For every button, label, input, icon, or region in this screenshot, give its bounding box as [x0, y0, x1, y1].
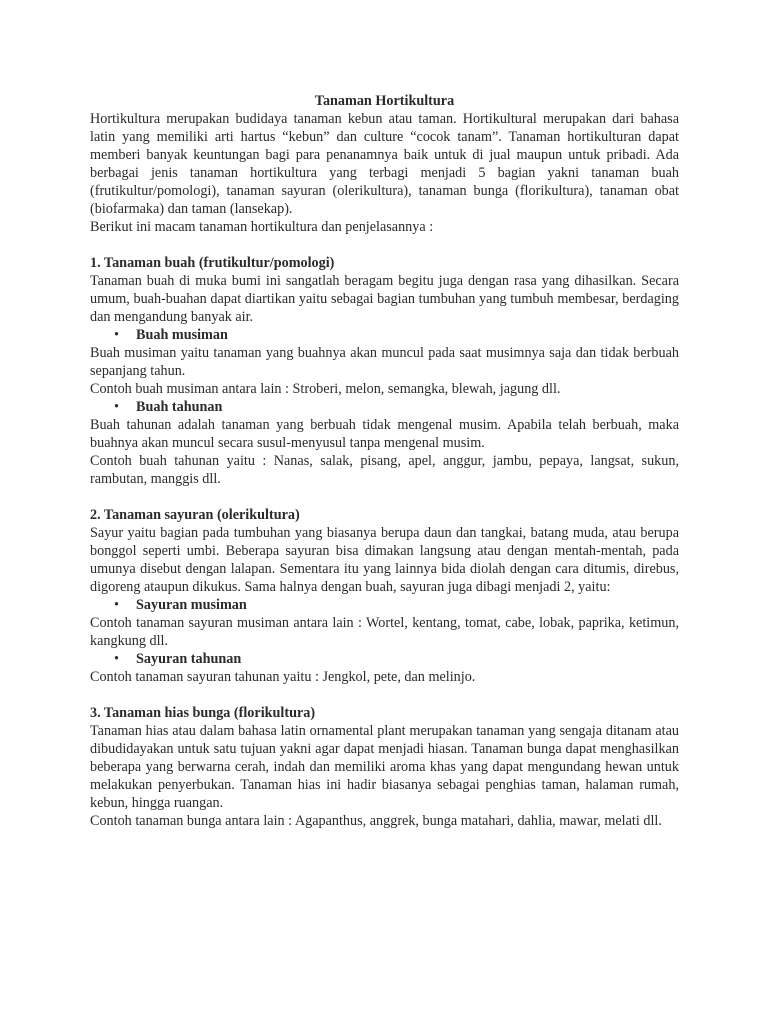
spacer: [90, 488, 679, 506]
subsection-paragraph: Buah tahunan adalah tanaman yang berbuah tidak mengenal musim. Apabila telah berbuah, maka buahnya akan muncul secara susul-menyusul tanpa mengenal musim.: [90, 417, 679, 451]
spacer: [90, 236, 679, 254]
bullet-list: [90, 650, 679, 668]
document-title: Tanaman Hortikultura: [314, 93, 455, 109]
section-tanaman-sayuran: [90, 506, 679, 686]
example-paragraph: Contoh tanaman sayuran tahunan yaitu : Jengkol, pete, dan melinjo.: [90, 669, 476, 685]
bullet-item-sayuran-tahunan: • Sayuran tahunan: [90, 650, 679, 668]
example-paragraph: Contoh tanaman sayuran musiman antara lain : Wortel, kentang, tomat, cabe, lobak, paprika, ketimun, kangkung dll.: [90, 615, 679, 649]
section-tanaman-hias: [90, 704, 679, 830]
document-page: [90, 92, 679, 830]
section-heading: 1. Tanaman buah (frutikultur/pomologi): [90, 255, 335, 271]
example-paragraph: Contoh buah tahunan yaitu : Nanas, salak, pisang, apel, anggur, jambu, pepaya, langsat, sukun, rambutan, manggis dll.: [90, 453, 679, 487]
section-tanaman-buah: [90, 254, 679, 488]
subsection-paragraph: Buah musiman yaitu tanaman yang buahnya akan muncul pada saat musimnya saja dan tidak berbuah sepanjang tahun.: [90, 345, 679, 379]
section-paragraph: Sayur yaitu bagian pada tumbuhan yang biasanya berupa daun dan tangkai, batang muda, atau berupa bonggol seperti umbi. Beberapa sayuran bisa dimakan langsung atau dengan mentah-mentah, pada umunya disebut dengan lalapan. Sementara itu yang lainnya bida diolah dengan cara ditumis, direbus, digoreng ataupun dikukus. Sama halnya dengan buah, sayuran juga dibagi menjadi 2, yaitu:: [90, 525, 679, 595]
example-paragraph: Contoh tanaman bunga antara lain : Agapanthus, anggrek, bunga matahari, dahlia, mawar, melati dll.: [90, 813, 662, 829]
spacer: [90, 686, 679, 704]
section-heading: 2. Tanaman sayuran (olerikultura): [90, 507, 300, 523]
bullet-item-sayuran-musiman: • Sayuran musiman: [90, 596, 679, 614]
intro-lead-in: Berikut ini macam tanaman hortikultura dan penjelasannya :: [90, 219, 434, 235]
bullet-list: [90, 596, 679, 614]
section-heading: 3. Tanaman hias bunga (florikultura): [90, 705, 316, 721]
bullet-item-buah-musiman: • Buah musiman: [90, 326, 679, 344]
section-paragraph: Tanaman hias atau dalam bahasa latin ornamental plant merupakan tanaman yang sengaja ditanam atau dibudidayakan untuk satu tujuan yakni agar dapat menjadi hiasan. Tanaman bunga dapat menghasilkan beberapa yang berwarna cerah, indah dan memiliki aroma khas yang dapat mengundang hewan untuk melakukan penyerbukan. Tanaman hias ini hadir biasanya sebagai penghias taman, halaman rumah, kebun, hingga ruangan.: [90, 723, 679, 811]
example-paragraph: Contoh buah musiman antara lain : Stroberi, melon, semangka, blewah, jagung dll.: [90, 381, 561, 397]
bullet-list: [90, 398, 679, 416]
intro-paragraph: Hortikultura merupakan budidaya tanaman kebun atau taman. Hortikultural merupakan dari bahasa latin yang memiliki arti hartus “kebun” dan culture “cocok tanam”. Tanaman hortikulturan dapat memberi banyak keuntungan bagi para penanamnya baik untuk di jual maupun untuk pribadi. Ada berbagai jenis tanaman hortikultura yang terbagi menjadi 5 bagian yakni tanaman buah (frutikultur/pomologi), tanaman sayuran (olerikultura), tanaman bunga (florikultura), tanaman obat (biofarmaka) dan taman (lansekap).: [90, 111, 679, 217]
bullet-list: [90, 326, 679, 344]
bullet-item-buah-tahunan: • Buah tahunan: [90, 398, 679, 416]
section-paragraph: Tanaman buah di muka bumi ini sangatlah beragam begitu juga dengan rasa yang dihasilkan. Secara umum, buah-buahan dapat diartikan yaitu sebagai bagian tumbuhan yang tumbuh membesar, berdaging dan mengandung banyak air.: [90, 273, 679, 325]
